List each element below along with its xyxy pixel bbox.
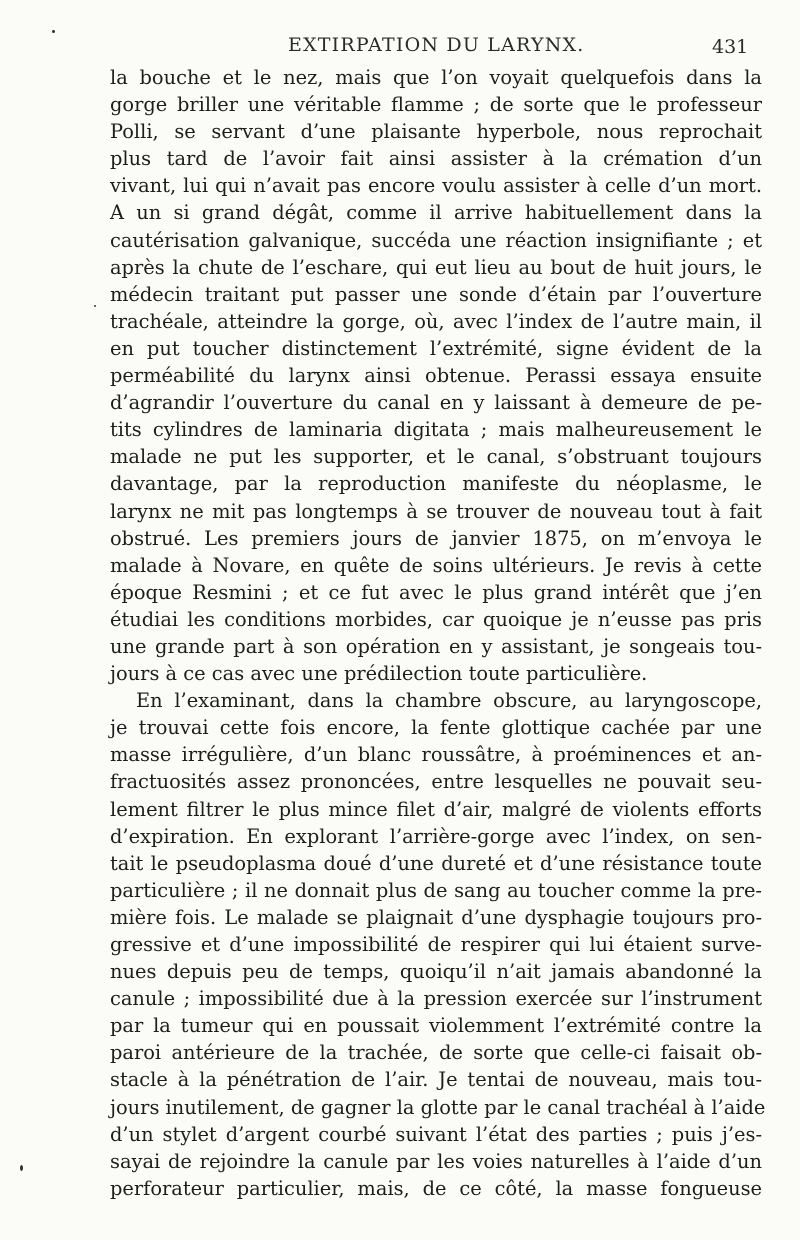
text-line: en put toucher distinctement l’extrémité, signe évident de la (110, 336, 762, 360)
text-line: stacle à la pénétration de l’air. Je tentai de nouveau, mais tou- (110, 1068, 762, 1092)
text-line: mière fois. Le malade se plaignait d’une dysphagie toujours pro- (110, 905, 762, 929)
print-speck (94, 305, 96, 307)
text-line: malade à Novare, en quête de soins ultérieurs. Je revis à cette (110, 553, 762, 577)
print-speck (20, 1165, 23, 1171)
text-line: une grande part à son opération en y assistant, je songeais tou- (110, 634, 762, 658)
text-line: la bouche et le nez, mais que l’on voyait quelquefois dans la (110, 66, 762, 89)
text-line: obstrué. Les premiers jours de janvier 1875, on m’envoya le (110, 526, 762, 550)
text-line: médecin traitant put passer une sonde d’étain par l’ouverture (110, 282, 762, 306)
text-line: après la chute de l’eschare, qui eut lieu au bout de huit jours, le (110, 255, 762, 279)
paragraph-last-line: jours à ce cas avec une prédilection toute particulière. (110, 662, 648, 686)
paragraph-first-line: En l’examinant, dans la chambre obscure, au laryngoscope, (136, 689, 762, 713)
text-line: trachéale, atteindre la gorge, où, avec l’index de l’autre main, il (110, 309, 762, 333)
text-line: gressive et d’une impossibilité de respirer qui lui étaient surve- (110, 933, 762, 956)
text-line: jours inutilement, de gagner la glotte par le canal trachéal à l’aide (110, 1095, 766, 1119)
text-line: tait le pseudoplasma doué d’une dureté et d’une résistance toute (110, 851, 762, 875)
body-text (110, 64, 766, 1202)
text-line: époque Resmini ; et ce fut avec le plus grand intérêt que j’en (110, 580, 762, 604)
text-line: Polli, se servant d’une plaisante hyperbole, nous reprochait (110, 120, 762, 144)
text-line: masse irrégulière, d’un blanc roussâtre, à proéminences et an- (110, 743, 762, 767)
text-line: étudiai les conditions morbides, car quoique je n’eusse pas pris (110, 607, 762, 631)
text-line: canule ; impossibilité due à la pression exercée sur l’instrument (110, 987, 762, 1011)
text-line: cautérisation galvanique, succéda une réaction insignifiante ; et (110, 228, 762, 252)
text-line: perforateur particulier, mais, de ce côté, la masse fongueuse (110, 1176, 762, 1200)
text-line: tits cylindres de laminaria digitata ; mais malheureusement le (110, 418, 762, 442)
text-line: fractuosités assez prononcées, entre lesquelles ne pouvait seu- (110, 770, 762, 794)
text-line: gorge briller une véritable flamme ; de sorte que le professeur (110, 93, 762, 117)
text-line: davantage, par la reproduction manifeste du néoplasme, le (110, 472, 762, 496)
text-line: larynx ne mit pas longtemps à se trouver de nouveau tout à fait (110, 499, 762, 523)
print-speck (52, 30, 55, 33)
text-line: particulière ; il ne donnait plus de sang au toucher comme la pre- (110, 878, 762, 902)
text-line: lement filtrer le plus mince filet d’air, malgré de violents efforts (110, 797, 762, 821)
text-line: malade ne put les supporter, et le canal, s’obstruant toujours (110, 445, 762, 469)
page-number: 431 (712, 36, 749, 58)
text-line: d’un stylet d’argent courbé suivant l’état des parties ; puis j’es- (110, 1122, 762, 1146)
text-line: nues depuis peu de temps, quoiqu’il n’ait jamais abandonné la (110, 960, 762, 984)
text-line: plus tard de l’avoir fait ainsi assister à la crémation d’un (110, 147, 762, 171)
text-line: je trouvai cette fois encore, la fente glottique cachée par une (110, 716, 762, 740)
text-line: paroi antérieure de la trachée, de sorte que celle-ci faisait ob- (110, 1041, 762, 1065)
text-line: d’agrandir l’ouverture du canal en y laissant à demeure de pe- (110, 391, 762, 415)
text-line: perméabilité du larynx ainsi obtenue. Perassi essaya ensuite (110, 364, 762, 388)
text-line: A un si grand dégât, comme il arrive habituellement dans la (110, 201, 762, 225)
text-line: sayai de rejoindre la canule par les voies naturelles à l’aide d’un (110, 1149, 762, 1173)
text-line: par la tumeur qui en poussait violemment l’extrémité contre la (110, 1014, 762, 1038)
text-line: vivant, lui qui n’avait pas encore voulu assister à celle d’un mort. (110, 174, 762, 198)
running-title: EXTIRPATION DU LARYNX. (288, 34, 585, 56)
text-line: d’expiration. En explorant l’arrière-gorge avec l’index, on sen- (110, 824, 762, 848)
